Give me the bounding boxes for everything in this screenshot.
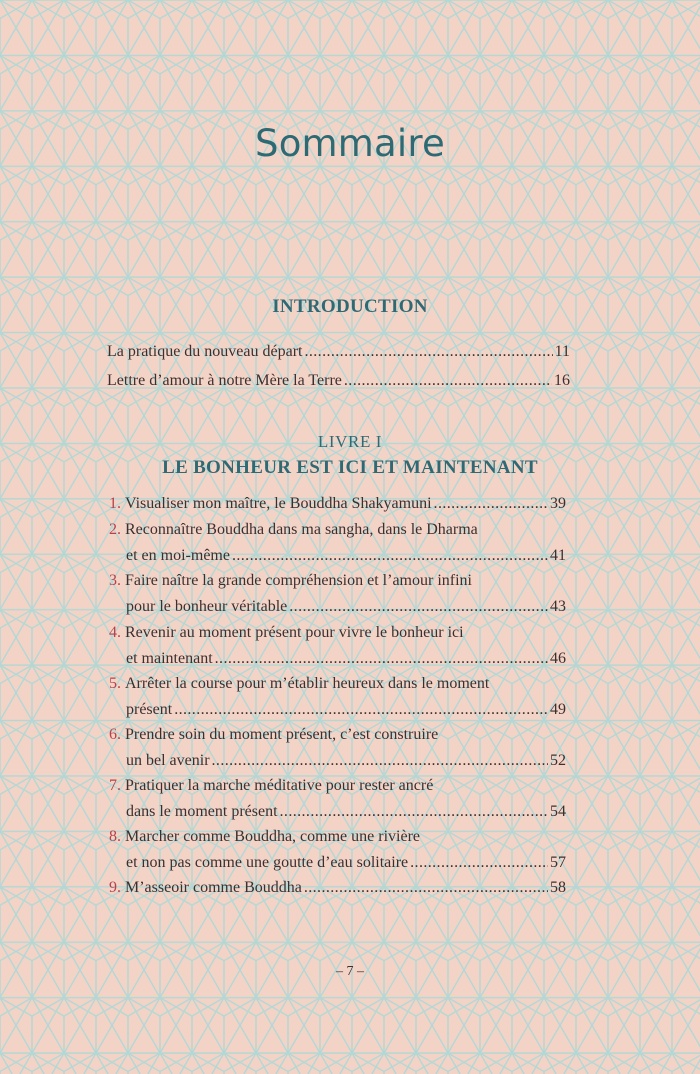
toc-entry-9[interactable]	[109, 875, 566, 901]
toc-page-number: 39	[550, 495, 566, 512]
toc-entry-text: Faire naître la grande compréhension et l’amour infini	[125, 572, 472, 589]
toc-entry-text: M’asseoir comme Bouddha	[125, 879, 302, 896]
entry-number: 2.	[109, 521, 121, 538]
toc-entry-text: Visualiser mon maître, le Bouddha Shakyamuni	[125, 495, 432, 512]
toc-entry-text-continued: et maintenant	[126, 650, 213, 667]
toc-page-number: 49	[550, 701, 566, 718]
entry-number: 8.	[109, 828, 121, 845]
entry-number: 9.	[109, 879, 121, 896]
toc-entry-intro-2[interactable]	[107, 368, 570, 394]
dot-leader	[434, 491, 548, 517]
dot-leader	[304, 339, 552, 365]
entry-number: 5.	[109, 675, 121, 692]
toc-page-number: 54	[550, 803, 566, 820]
dot-leader	[289, 594, 548, 620]
toc-entry-text: Marcher comme Bouddha, comme une rivière	[125, 828, 420, 845]
entry-number: 7.	[109, 777, 121, 794]
toc-entry-text: Lettre d’amour à notre Mère la Terre	[107, 372, 342, 389]
livre-heading: LE BONHEUR EST ICI ET MAINTENANT	[162, 457, 538, 478]
dot-leader	[174, 697, 548, 723]
toc-page-number: 43	[550, 598, 566, 615]
toc-page-number: 52	[550, 752, 566, 769]
toc-entry-6[interactable]	[109, 722, 566, 774]
dot-leader	[344, 368, 552, 394]
entry-number: 1.	[109, 495, 121, 512]
dot-leader	[215, 646, 548, 672]
entry-number: 4.	[109, 624, 121, 641]
introduction-heading: INTRODUCTION	[272, 296, 428, 317]
toc-entry-text-continued: présent	[126, 701, 173, 718]
toc-entry-text: Reconnaître Bouddha dans ma sangha, dans le Dharma	[125, 521, 478, 538]
toc-page-number: 46	[550, 650, 566, 667]
page-title: Sommaire	[255, 122, 445, 165]
toc-entry-text-continued: et non pas comme une goutte d’eau solitaire	[126, 854, 409, 871]
toc-entry-3[interactable]	[109, 568, 566, 620]
page-number: – 7 –	[336, 964, 364, 979]
toc-entry-text: Pratiquer la marche méditative pour rester ancré	[125, 777, 434, 794]
entry-number: 3.	[109, 572, 121, 589]
livre-label: LIVRE I	[317, 432, 383, 451]
dot-leader	[410, 850, 548, 876]
toc-entry-4[interactable]	[109, 620, 566, 672]
toc-page-number: 57	[550, 854, 566, 871]
toc-entry-text-continued: et en moi-même	[126, 547, 230, 564]
dot-leader	[212, 748, 548, 774]
toc-entry-7[interactable]	[109, 773, 566, 825]
dot-leader	[280, 799, 548, 825]
toc-entry-8[interactable]	[109, 824, 566, 876]
toc-page-number: 16	[554, 372, 570, 389]
toc-entry-text: Arrêter la course pour m’établir heureux dans le moment	[125, 675, 490, 692]
toc-page-number: 11	[554, 343, 570, 360]
toc-entry-text-continued: un bel avenir	[126, 752, 210, 769]
toc-page-number: 58	[550, 879, 566, 896]
toc-entry-text-continued: pour le bonheur véritable	[126, 598, 288, 615]
toc-entry-text-continued: dans le moment présent	[126, 803, 278, 820]
toc-entry-1[interactable]	[109, 491, 566, 517]
toc-entry-2[interactable]	[109, 517, 566, 569]
dot-leader	[232, 543, 548, 569]
toc-page-number: 41	[550, 547, 566, 564]
toc-entry-5[interactable]	[109, 671, 566, 723]
entry-number: 6.	[109, 726, 121, 743]
dot-leader	[304, 875, 548, 901]
toc-entry-text: Prendre soin du moment présent, c’est construire	[125, 726, 439, 743]
toc-entry-intro-1[interactable]	[107, 339, 570, 365]
toc-entry-text: Revenir au moment présent pour vivre le bonheur ici	[125, 624, 464, 641]
toc-entry-text: La pratique du nouveau départ	[107, 343, 303, 360]
